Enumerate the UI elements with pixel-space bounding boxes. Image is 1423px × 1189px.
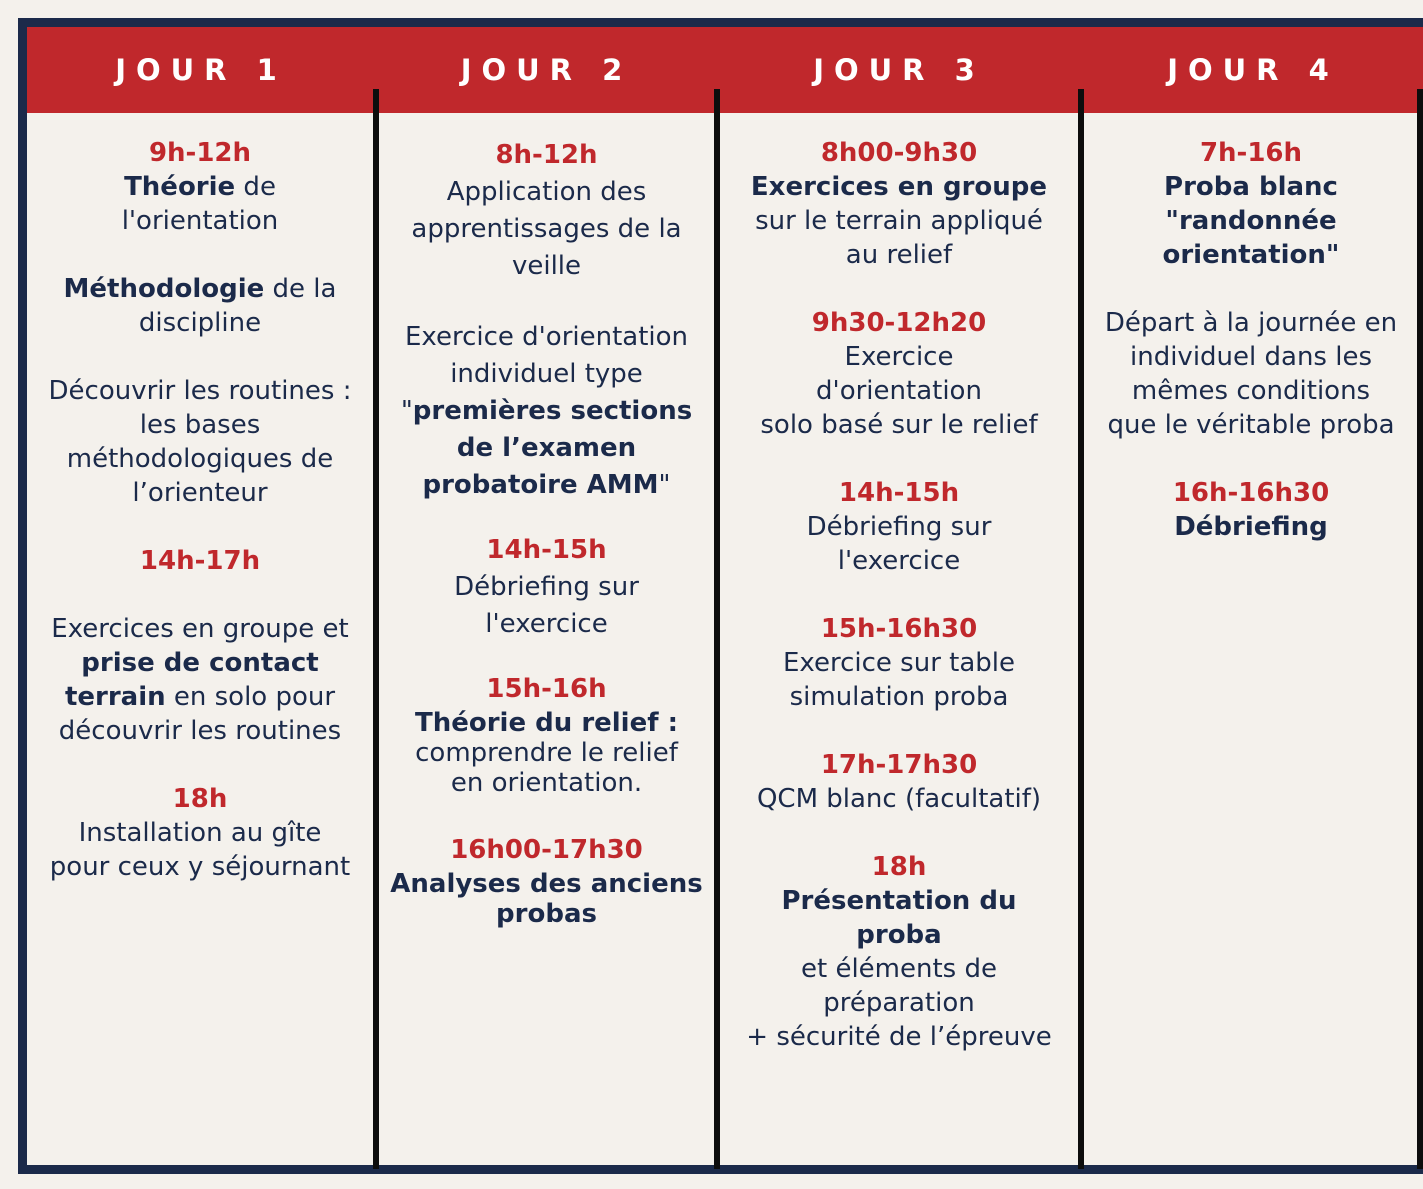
day-2-column: 8h-12h Application des apprentissages de la veille Exercice d'orientation individuel type "premières sections de l’examen probatoire AMM" 14h-15h Débriefing sur l'exercice 15h-16h Théorie du relief : comprendre le relief en orientation. 16h00-17h30 Analyses des anciens probas — [379, 137, 714, 929]
time-slot: 15h-16h — [486, 674, 607, 704]
day-1-header: JOUR 1 — [115, 53, 287, 87]
time-slot: 14h-17h — [139, 546, 261, 576]
time-slot: 15h-16h30 — [820, 614, 978, 644]
day-2-header: JOUR 2 — [460, 53, 633, 87]
time-slot: 16h-16h30 — [1172, 478, 1330, 508]
time-slot: 14h-15h — [838, 478, 960, 508]
time-slot: 17h-17h30 — [820, 750, 978, 780]
day-3-column: 8h00-9h30 Exercices en groupe sur le terrain appliqué au relief 9h30-12h20 Exercice d'orientation solo basé sur le relief 14h-15h Débriefing sur l'exercice 15h-16h30 Exercice sur table simulation proba 17h-17h30 QCM blanc (facultatif) 18h Présentation du proba et éléments de préparation + sécurité de l’épreuve — [720, 136, 1078, 1054]
time-slot: 9h30-12h20 — [811, 308, 987, 338]
time-slot: 8h-12h — [495, 140, 598, 170]
time-slot: 18h — [172, 784, 228, 814]
day-4-header: JOUR 4 — [1167, 53, 1339, 87]
time-slot: 18h — [871, 852, 927, 882]
time-slot: 14h-15h — [486, 535, 607, 565]
time-slot: 9h-12h — [148, 138, 252, 168]
day-3-header: JOUR 3 — [813, 53, 985, 87]
day-4-column: 7h-16h Proba blanc "randonnée orientation" Départ à la journée en individuel dans les mêmes conditions que le véritable proba 16h-16h30 Débriefing — [1084, 136, 1418, 544]
day-1-column: 9h-12h Théorie de l'orientation Méthodologie de la discipline Découvrir les routines : les bases méthodologiques de l’orienteur 14h-17h Exercices en groupe et prise de contact terrain en solo pour découvrir les routines 18h Installation au gîte pour ceux y séjournant — [27, 136, 373, 884]
time-slot: 7h-16h — [1199, 138, 1303, 168]
time-slot: 16h00-17h30 — [450, 835, 643, 865]
time-slot: 8h00-9h30 — [820, 138, 978, 168]
